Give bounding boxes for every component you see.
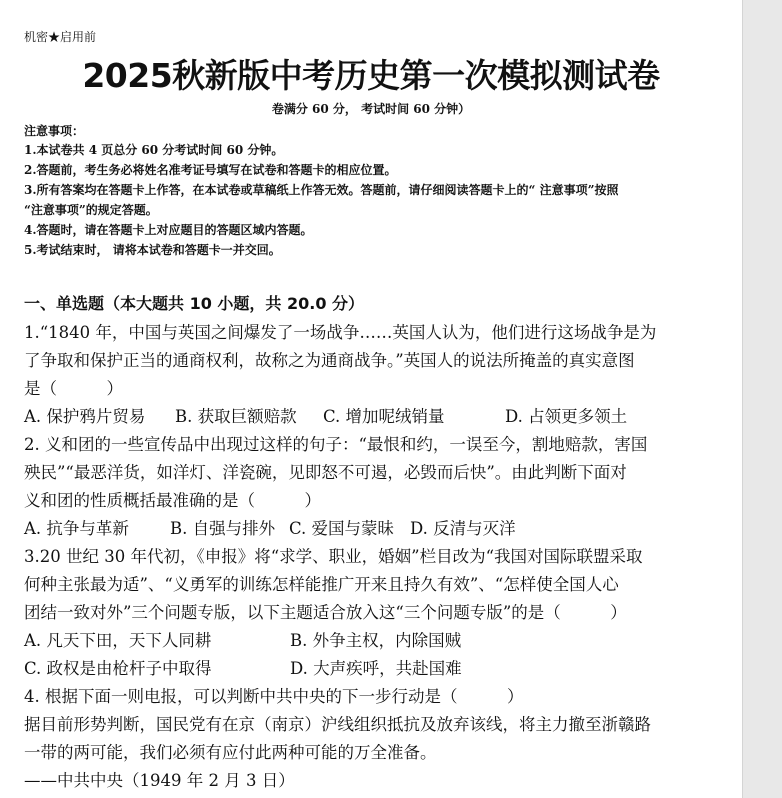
note-item: 3.所有答案均在答题卡上作答，在本试卷或草稿纸上作答无效。答题前，请仔细阅读答题卡上的“ 注意事项”按照 — [24, 183, 619, 197]
q1-option-d: D. 占领更多领土 — [505, 407, 628, 426]
q1-option-c: C. 增加呢绒销量 — [323, 407, 445, 426]
q2-option-d: D. 反清与灭洋 — [410, 519, 516, 538]
note-item: 5.考试结束时， 请将本试卷和答题卡一并交回。 — [24, 243, 281, 257]
question-1-text: 了争取和保护正当的通商权利，故称之为通商战争。”英国人的说法所掩盖的真实意图 — [24, 351, 635, 370]
question-3-text: 3.20 世纪 30 年代初，《申报》将“求学、职业，婚姻”栏目改为“我国对国际联盟采取 — [24, 547, 643, 566]
note-item: 4.答题时，请在答题卡上对应题目的答题区域内答题。 — [24, 223, 313, 237]
scrollbar-track[interactable] — [742, 0, 782, 798]
confidential-label: 机密★启用前 — [24, 30, 97, 44]
note-item: 1.本试卷共 4 页总分 60 分考试时间 60 分钟。 — [24, 143, 284, 157]
q1-option-b: B. 获取巨额赔款 — [175, 407, 297, 426]
section-heading: 一、单选题（本大题共 10 小题，共 20.0 分） — [24, 294, 365, 313]
question-4-text: 据目前形势判断，国民党有在京（南京）沪线组织抵抗及放弃该线，将主力撤至浙赣路 — [24, 715, 651, 734]
notes-heading: 注意事项： — [24, 124, 85, 138]
question-4-text: 4. 根据下面一则电报，可以判断中共中央的下一步行动是（ ） — [24, 687, 524, 706]
question-2-text: 殃民”“最恶洋货，如洋灯、洋瓷碗，见即怒不可遏，必毁而后快”。由此判断下面对 — [24, 463, 627, 482]
question-4-text: 一带的两可能，我们必须有应付此两种可能的万全准备。 — [24, 743, 437, 762]
question-2-text: 2. 义和团的一些宣传品中出现过这样的句子：“最恨和约，一误至今，割地赔款，害国 — [24, 435, 648, 454]
page-title: 2025秋新版中考历史第一次模拟测试卷 — [82, 56, 660, 95]
exam-subtitle: 卷满分 60 分， 考试时间 60 分钟） — [271, 102, 471, 116]
question-1-text: 1.“1840 年，中国与英国之间爆发了一场战争……英国人认为，他们进行这场战争是为 — [24, 323, 657, 342]
note-item: “注意事项”的规定答题。 — [24, 203, 158, 217]
question-4-source: ——中共中央（1949 年 2 月 3 日） — [24, 771, 295, 790]
question-1-text: 是（ ） — [24, 379, 123, 398]
q2-option-a: A. 抗争与革新 — [24, 519, 129, 538]
question-3-text: 何种主张最为适”、“义勇军的训练怎样能推广开来且持久有效”、“怎样使全国人心 — [24, 575, 619, 594]
note-item: 2.答题前，考生务必将姓名准考证号填写在试卷和答题卡的相应位置。 — [24, 163, 397, 177]
question-2-text: 义和团的性质概括最准确的是（ ） — [24, 491, 321, 510]
q3-option-a: A. 凡天下田，天下人同耕 — [24, 631, 212, 650]
q2-option-c: C. 爱国与蒙昧 — [289, 519, 395, 538]
question-3-text: 团结一致对外”三个问题专版，以下主题适合放入这“三个问题专版”的是（ ） — [24, 603, 627, 622]
q1-option-a: A. 保护鸦片贸易 — [24, 407, 146, 426]
q3-option-d: D. 大声疾呼，共赴国难 — [290, 659, 462, 678]
q2-option-b: B. 自强与排外 — [170, 519, 276, 538]
q3-option-b: B. 外争主权，内除国贼 — [290, 631, 462, 650]
q3-option-c: C. 政权是由枪杆子中取得 — [24, 659, 212, 678]
